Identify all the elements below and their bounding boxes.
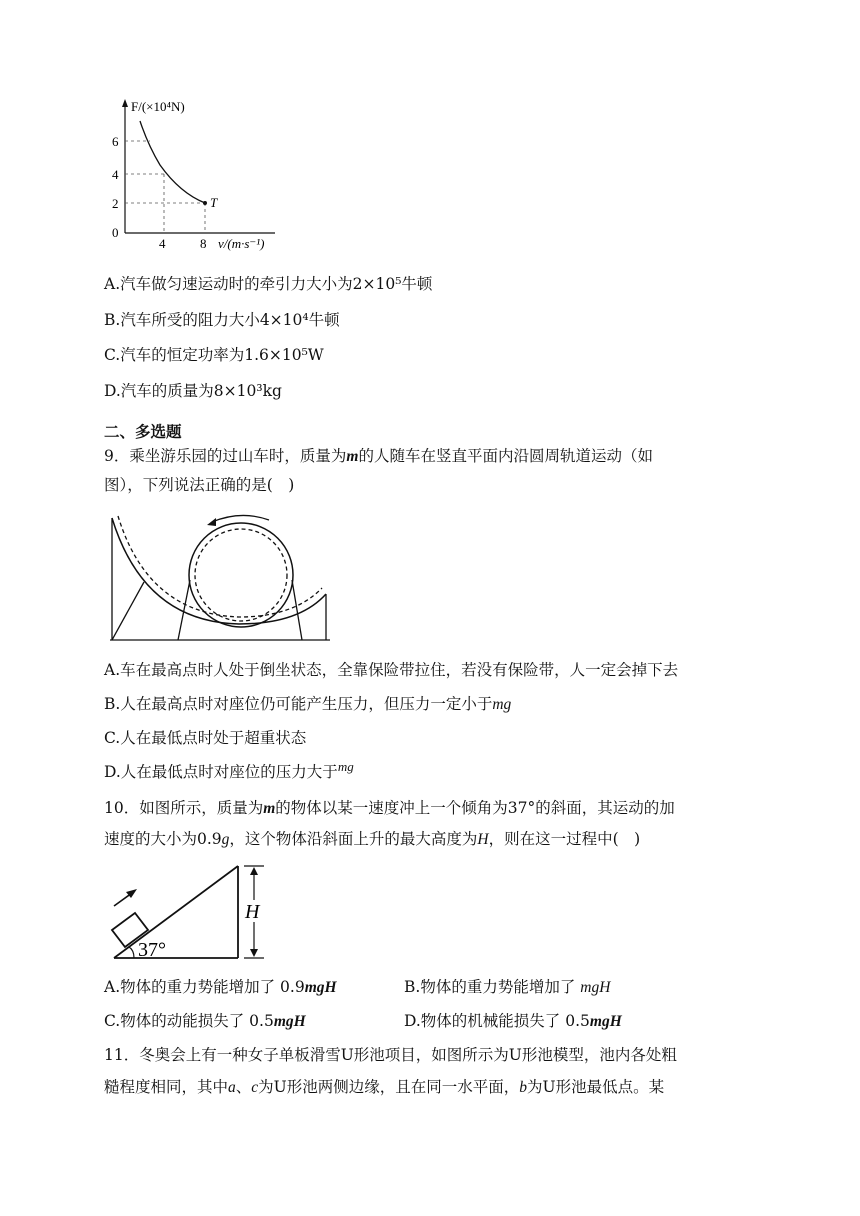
q9-var-m: m [346,448,359,465]
direction-arrow [212,515,269,522]
q10-c-text: C.物体的动能损失了 0.5 [104,1012,274,1030]
q11-text-1: 糙程度相同，其中 [104,1078,229,1096]
loop-solid [189,523,293,627]
track-dashed [118,516,322,617]
q8-option-a: A.汽车做匀速运动时的牵引力大小为2×10⁵牛顿 [104,275,433,293]
q9-option-b [104,693,511,716]
x-tick-8: 8 [200,236,207,251]
q9-d-var: mg [337,759,354,774]
q11-stem-line1: 11．冬奥会上有一种女子单板滑雪U形池项目，如图所示为U形池模型，池内各处粗 [104,1046,677,1064]
q11-text-3: 为U形池最低点。某 [527,1078,665,1096]
section-title: 二、多选题 [104,423,182,441]
x-axis-label: v/(m·s⁻¹) [218,236,265,251]
q10-option-c [104,1010,306,1033]
q9-option-c: C.人在最低点时处于超重状态 [104,729,307,747]
q10-c-var: mgH [273,1013,306,1030]
q10-d-text: D.物体的机械能损失了 0.5 [404,1012,590,1030]
q10-option-b [404,976,610,999]
q10-b-var: mgH [580,979,611,996]
q11-stem-line2 [104,1076,664,1099]
track-solid [112,518,326,624]
q9-b-text: B.人在最高点时对座位仍可能产生压力，但压力一定小于 [104,695,493,713]
q9-d-text: D.人在最低点时对座位的压力大于 [104,763,338,781]
point-T-label: T [210,195,218,210]
q8-option-d: D.汽车的质量为8×10³kg [104,382,282,400]
q10-text-4: ，这个物体沿斜面上升的最大高度为 [229,830,478,848]
q10-stem-line1 [104,797,675,820]
y-tick-2: 2 [112,196,119,211]
direction-arrowhead [207,518,216,526]
q11-sep: 、 [235,1078,252,1096]
force-curve [140,121,205,203]
y-tick-4: 4 [112,167,119,182]
q10-text-2: 的物体以某一速度冲上一个倾角为37°的斜面，其运动的加 [275,799,675,817]
angle-arc [129,947,134,958]
q10-var-m: m [263,800,276,817]
q11-var-b: b [519,1079,527,1096]
q10-a-text: A.物体的重力势能增加了 0.9 [104,978,305,996]
x-tick-4: 4 [159,236,166,251]
q10-var-H: H [477,831,489,848]
q9-text-1: 9．乘坐游乐园的过山车时，质量为 [104,447,347,465]
h-label: H [245,901,260,923]
incline-slope [114,866,238,958]
force-velocity-graph [100,95,290,255]
h-arrow-down [250,949,258,957]
q11-text-2: 为U形池两侧边缘，且在同一水平面， [258,1078,520,1096]
q10-stem-line2 [104,828,640,851]
q10-text-3: 速度的大小为0.9 [104,830,222,848]
q9-option-a: A.车在最高点时人处于倒坐状态，全靠保险带拉住，若没有保险带，人一定会掉下去 [104,661,679,679]
incline-figure [104,860,274,964]
q10-a-var: mgH [304,979,337,996]
q10-text-5: ，则在这一过程中( ) [488,830,641,848]
q10-option-d [404,1010,622,1033]
q9-text-2: 的人随车在竖直平面内沿圆周轨道运动（如 [358,447,653,465]
q10-var-g: g [221,831,230,848]
q10-option-a [104,976,337,999]
q8-option-b: B.汽车所受的阻力大小4×10⁴牛顿 [104,311,340,329]
h-arrow-up [250,867,258,875]
q9-b-var: mg [492,696,512,713]
q10-d-var: mgH [589,1013,622,1030]
y-tick-6: 6 [112,134,119,149]
point-T [203,201,207,205]
q10-b-text: B.物体的重力势能增加了 [404,978,581,996]
loop-dashed [195,529,287,621]
loop-support-right [292,580,302,640]
origin-label: 0 [112,225,119,240]
y-axis-label: F/(×10⁴N) [131,99,185,114]
q10-text-1: 10．如图所示，质量为 [104,799,264,817]
q11-var-a: a [228,1079,236,1096]
q9-stem-line1 [104,445,653,468]
q9-option-d [104,761,354,784]
q8-option-c: C.汽车的恒定功率为1.6×10⁵W [104,346,324,364]
q11-var-c: c [251,1079,259,1096]
left-brace [112,582,144,640]
roller-coaster-figure [104,512,336,646]
angle-label: 37° [138,939,166,961]
q9-stem-line2: 图），下列说法正确的是( ) [104,476,295,494]
y-axis-arrow [122,99,128,107]
